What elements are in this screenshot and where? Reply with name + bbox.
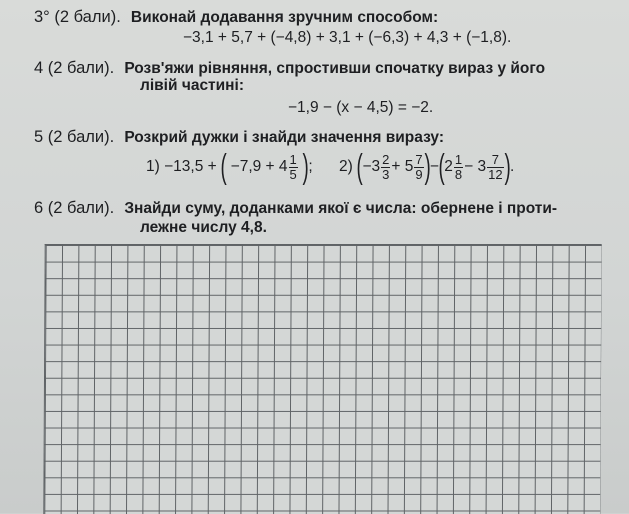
task-4 [34, 59, 545, 78]
part-2-minus: − [429, 158, 439, 176]
fraction-numerator: 1 [289, 151, 297, 167]
task-6 [34, 199, 557, 218]
part-2-fraction-a [381, 153, 390, 182]
part-2-end: . [509, 158, 515, 176]
part-2-minus-2: − 3 [464, 158, 487, 176]
left-paren: ( [356, 148, 363, 186]
task-5-number: 5 (2 бали). [34, 128, 115, 146]
answer-grid [43, 244, 601, 514]
right-paren: ) [504, 148, 511, 186]
fraction-denominator: 3 [382, 166, 390, 182]
part-1-lead: −13,5 + [164, 158, 217, 176]
fraction-denominator: 5 [289, 166, 297, 182]
right-paren: ) [424, 148, 431, 186]
task-3-expression: −3,1 + 5,7 + (−4,8) + 3,1 + (−6,3) + 4,3 + (−1,8). [183, 29, 512, 46]
fraction-denominator: 8 [454, 166, 463, 182]
task-5-text: Розкрий дужки і знайди значення виразу: [124, 129, 444, 146]
task-4-text-line2: лівій частині: [140, 77, 245, 94]
task-3 [34, 8, 438, 27]
fraction-numerator: 7 [487, 153, 503, 168]
task-3-number: 3° (2 бали). [34, 8, 121, 26]
part-1-label: 1) [146, 158, 160, 176]
task-5-part-1 [146, 150, 313, 184]
fraction-numerator: 2 [382, 151, 390, 167]
fraction-numerator: 7 [415, 151, 423, 167]
task-6-text-line1: Знайди суму, доданками якої є числа: обернене і проти- [124, 200, 558, 217]
right-paren: ) [302, 148, 309, 186]
part-2-plus: + 5 [391, 158, 414, 176]
task-4-equation: −1,9 − (x − 4,5) = −2. [288, 99, 434, 116]
task-5-part-2 [339, 150, 514, 184]
part-2-c-prefix: 2 [444, 158, 453, 176]
task-6-text-line2: лежне числу 4,8. [140, 219, 267, 236]
fraction-numerator: 1 [454, 151, 463, 167]
task-6-number: 6 (2 бали). [34, 199, 115, 217]
part-2-fraction-b [414, 153, 423, 182]
task-5 [34, 128, 444, 147]
task-4-number: 4 (2 бали). [34, 59, 115, 77]
fraction-denominator: 12 [488, 166, 503, 182]
left-paren: ( [220, 148, 227, 186]
part-1-fraction [289, 153, 298, 182]
left-paren: ( [438, 148, 445, 186]
part-1-end: ; [308, 158, 313, 176]
task-4-text-line1: Розв'яжи рівняння, спростивши спочатку вираз у його [124, 60, 546, 77]
part-1-inner: −7,9 + 4 [230, 158, 288, 176]
part-2-label: 2) [339, 158, 353, 176]
part-2-a-prefix: −3 [362, 158, 381, 176]
fraction-denominator: 9 [415, 166, 423, 182]
part-2-fraction-d [487, 153, 503, 182]
part-2-fraction-c [454, 153, 463, 182]
task-3-text: Виконай додавання зручним способом: [130, 9, 439, 26]
